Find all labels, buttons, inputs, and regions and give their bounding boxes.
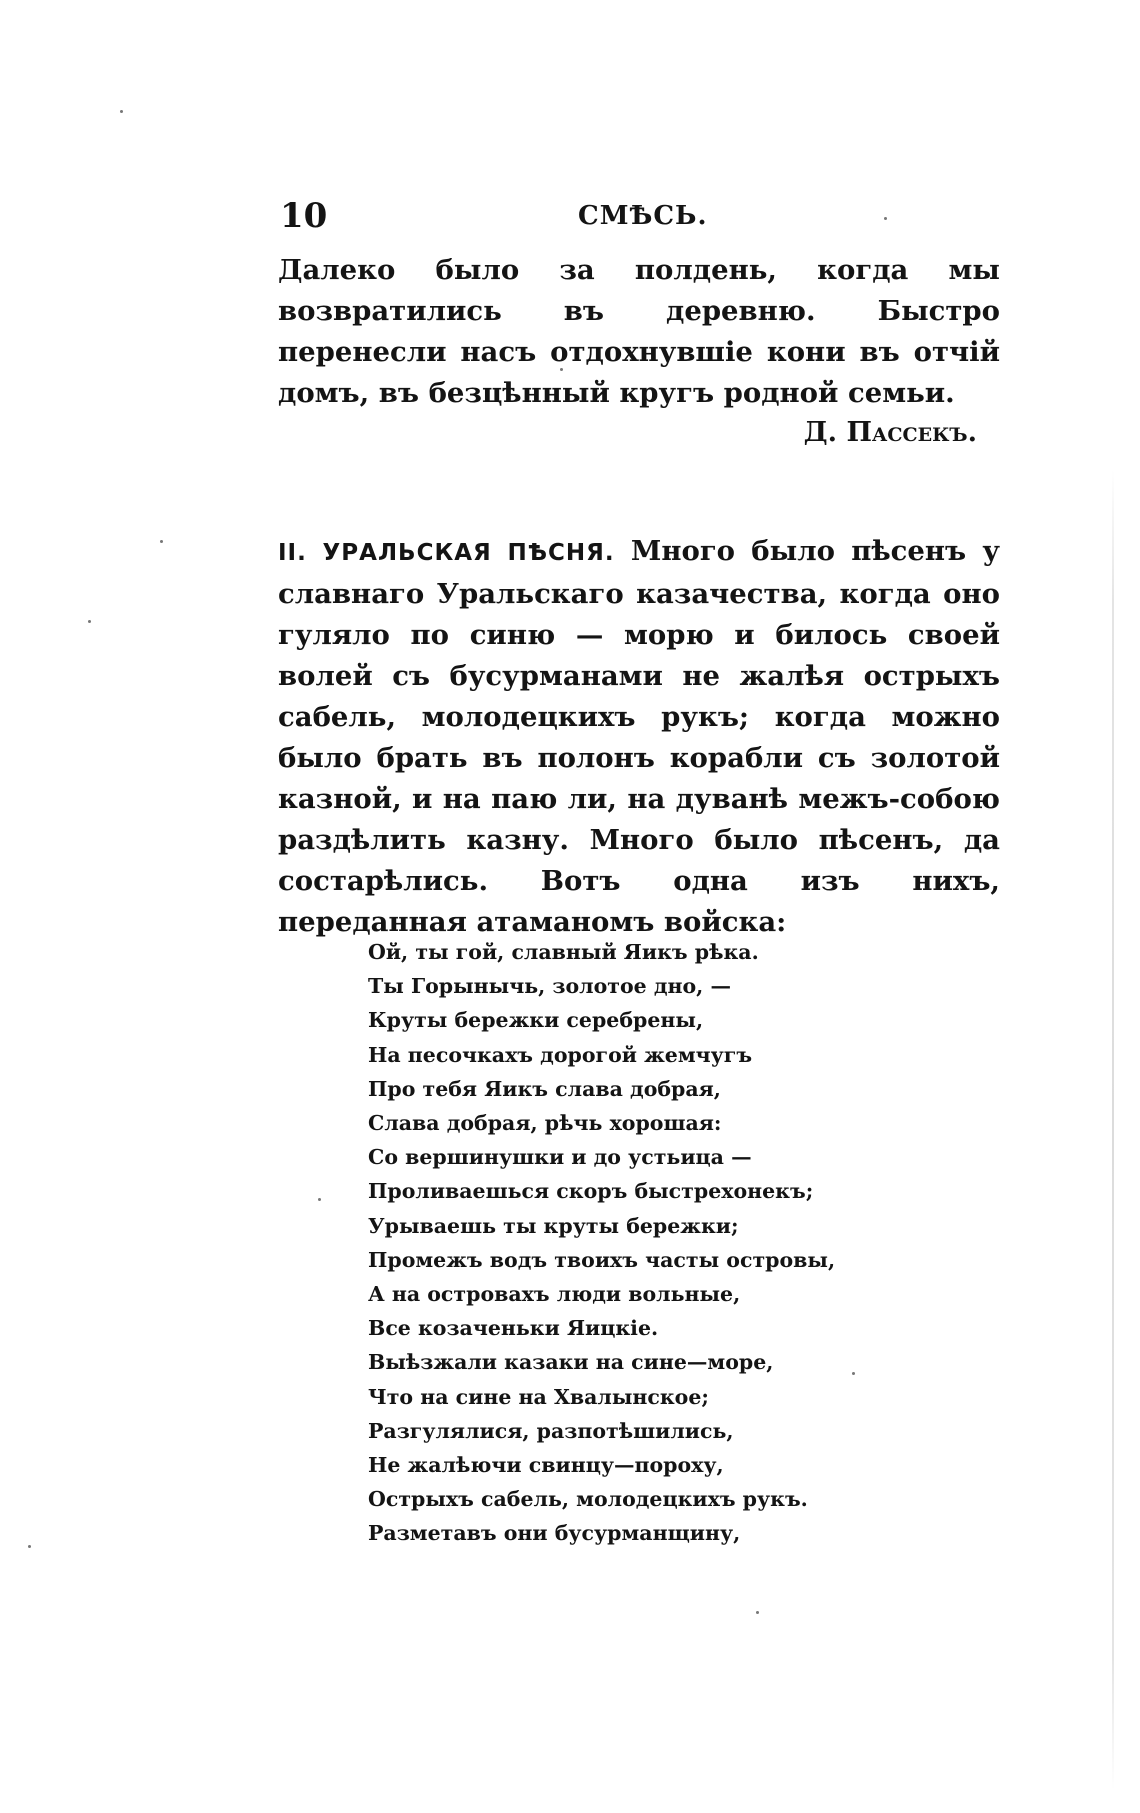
verse-line: Урываешь ты круты бережки; [368,1213,739,1238]
verse-line: Проливаешься скоръ быстрехонекъ; [368,1179,814,1204]
scan-speck [120,110,123,113]
scan-speck [318,1198,321,1201]
song-verse [368,935,928,1551]
closing-paragraph: Далеко было за полдень, когда мы возвратились въ деревню. Быстро перенесли насъ отдохнувшіе кони въ отчій домъ, въ безцѣнный кругъ родной семьи. [278,254,1000,409]
verse-line: А на островахъ люди вольные, [368,1282,741,1307]
author-surname: Пассекъ. [846,417,977,448]
verse-line: Про тебя Яикъ слава добрая, [368,1076,721,1101]
section-paragraph [278,531,1000,943]
verse-line: Разметавъ они бусурманщину, [368,1521,741,1546]
verse-line: Выѣзжали казаки на сине—море, [368,1350,774,1375]
verse-line: Что на сине на Хвалынское; [368,1384,709,1409]
verse-line: Ой, ты гой, славный Яикъ рѣка. [368,940,759,964]
section-title: II. УРАЛЬСКАЯ ПѢСНЯ. [278,540,615,566]
scan-speck [756,1611,759,1614]
verse-line: Промежъ водъ твоихъ часты островы, [368,1247,836,1272]
scan-speck [88,620,91,623]
running-head: СМѢСЬ. [578,201,708,231]
author-initial: Д. [803,417,838,448]
verse-line: Слава добрая, рѣчь хорошая: [368,1111,722,1136]
page-header [280,192,1000,240]
verse-line: Все козаченьки Яицкіе. [368,1316,659,1341]
author-signature [804,413,977,453]
page-edge-shadow [1112,470,1114,1790]
verse-line: Острыхъ сабель, молодецкихъ рукъ. [368,1487,808,1512]
scan-speck [28,1545,31,1548]
scan-speck [160,540,163,543]
page-number: 10 [280,196,328,236]
verse-line: Со вершинушки и до устьица — [368,1145,752,1170]
section-intro-text: Много было пѣсенъ у славнаго Уральскаго казачества, когда оно гуляло по синю — морю и билось своей волей съ бусурманами не жалѣя острыхъ сабель, молодецкихъ рукъ; когда можно было брать въ полонъ корабли съ золотой казной, и на паю ли, на дуванѣ межъ-собою раздѣлить казну. Много было пѣсенъ, да состарѣлись. Вотъ одна изъ нихъ, переданная атаманомъ войска: [278,535,1000,938]
verse-line: На песочкахъ дорогой жемчугъ [368,1042,753,1067]
verse-line: Разгулялися, разпотѣшились, [368,1418,734,1443]
verse-line: Ты Горынычь, золотое дно, — [368,974,731,999]
verse-line: Не жалѣючи свинцу—пороху, [368,1453,724,1478]
verse-line: Круты бережки серебрены, [368,1008,704,1033]
